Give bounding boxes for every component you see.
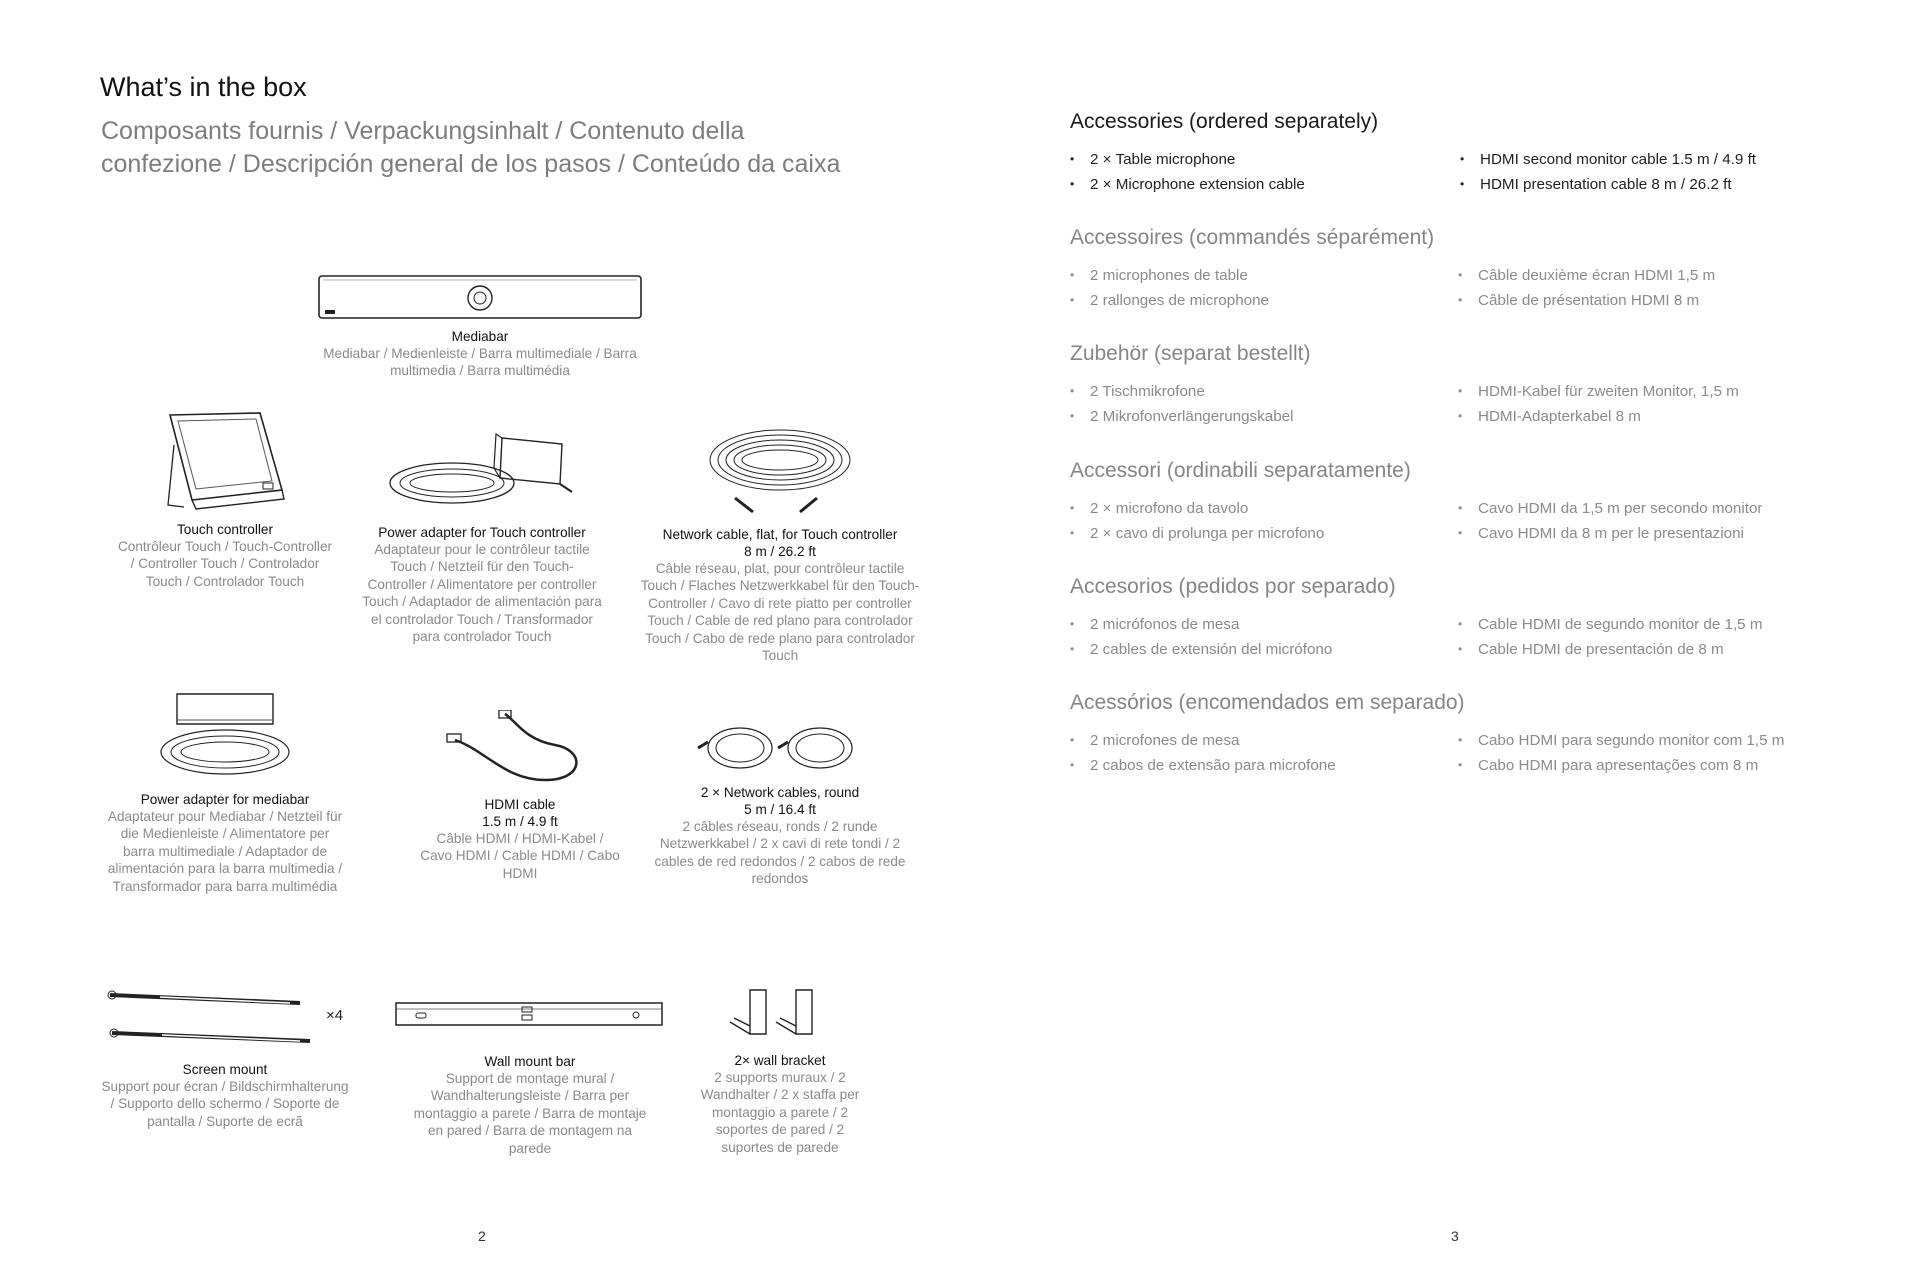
page-subtitle-line-1: Composants fournis / Verpackungsinhalt / Contenuto della <box>101 117 745 145</box>
item-translations: Mediabar / Medienleiste / Barra multimediale / Barra multimedia / Barra multimédia <box>323 346 637 379</box>
page-subtitle-line-2: confezione / Descripción general de los pasos / Conteúdo da caixa <box>101 150 841 178</box>
list-item: • Cabo HDMI para apresentações com 8 m <box>1448 753 1784 778</box>
item-hdmi-cable <box>410 710 630 882</box>
right-page <box>960 0 1920 1288</box>
list-item: • Cavo HDMI da 8 m per le presentazioni <box>1448 521 1762 546</box>
list-item: • 2 microphones de table <box>1060 263 1269 288</box>
list-item: • HDMI second monitor cable 1.5 m / 4.9 ft <box>1460 147 1756 172</box>
item-wall-mount-bar <box>390 995 670 1157</box>
accessories-heading-de: Zubehör (separat bestellt) <box>1070 342 1311 365</box>
item-length: 1.5 m / 4.9 ft <box>482 814 558 829</box>
item-name: Network cable, flat, for Touch controller <box>662 527 898 542</box>
list-item: • Cable HDMI de segundo monitor de 1,5 m <box>1448 612 1763 637</box>
network-cables-round-illustration <box>690 718 870 778</box>
accessories-list-es-col1 <box>1060 612 1332 662</box>
item-translations: Adaptateur pour le contrôleur tactile Touch / Netzteil für den Touch-Controller / Alimentatore per controller Touch / Adaptador de alimentación para el controlador Touch / Transformador para controlador Touch <box>362 542 602 645</box>
power-adapter-touch-illustration <box>382 428 582 518</box>
accessories-list-de-col1 <box>1060 379 1293 429</box>
accessories-list-en-col1 <box>1070 147 1305 197</box>
list-item: • 2 × cavo di prolunga per microfono <box>1060 521 1324 546</box>
accessories-list-pt-col1 <box>1060 728 1336 778</box>
item-translations: Contrôleur Touch / Touch-Controller / Controller Touch / Controlador Touch / Controlador Touch <box>117 539 333 589</box>
list-item: • 2 × Microphone extension cable <box>1070 172 1305 197</box>
list-item: • Cavo HDMI da 1,5 m per secondo monitor <box>1448 496 1762 521</box>
list-item: • HDMI presentation cable 8 m / 26.2 ft <box>1460 172 1756 197</box>
page-subtitle <box>101 115 901 181</box>
accessories-list-en-col2 <box>1460 147 1756 197</box>
page-number: 3 <box>1451 1228 1459 1244</box>
wall-mount-bar-illustration <box>392 995 668 1035</box>
accessories-list-de-col2 <box>1448 379 1739 429</box>
list-item: • 2 cables de extensión del micrófono <box>1060 637 1332 662</box>
page-title: What’s in the box <box>100 72 307 102</box>
list-item: • HDMI-Kabel für zweiten Monitor, 1,5 m <box>1448 379 1739 404</box>
item-name: Wall mount bar <box>484 1054 576 1069</box>
network-cable-flat-illustration <box>705 420 855 520</box>
item-wall-bracket <box>680 982 880 1156</box>
accessories-heading-es: Accesorios (pedidos por separado) <box>1070 575 1396 598</box>
accessories-heading-pt: Acessórios (encomendados em separado) <box>1070 691 1465 714</box>
accessories-list-it-col2 <box>1448 496 1762 546</box>
list-item: • Cabo HDMI para segundo monitor com 1,5 m <box>1448 728 1784 753</box>
item-translations: Câble HDMI / HDMI-Kabel / Cavo HDMI / Cable HDMI / Cabo HDMI <box>420 831 620 881</box>
accessories-list-fr-col1 <box>1060 263 1269 313</box>
list-item: • 2 × Table microphone <box>1070 147 1305 172</box>
item-name: HDMI cable <box>484 797 556 812</box>
list-item: • 2 micrófonos de mesa <box>1060 612 1332 637</box>
accessories-heading-fr: Accessoires (commandés séparément) <box>1070 226 1435 249</box>
item-mediabar <box>300 272 660 380</box>
list-item: • 2 Mikrofonverlängerungskabel <box>1060 404 1293 429</box>
hdmi-cable-illustration <box>445 710 595 790</box>
accessories-list-it-col1 <box>1060 496 1324 546</box>
list-item: • 2 × microfono da tavolo <box>1060 496 1324 521</box>
item-name: Screen mount <box>182 1062 268 1077</box>
item-translations: 2 supports muraux / 2 Wandhalter / 2 x staffa per montaggio a parete / 2 soportes de pared / 2 suportes de parede <box>700 1070 860 1155</box>
item-translations: 2 câbles réseau, ronds / 2 runde Netzwerkkabel / 2 x cavi di rete tondi / 2 cables de red redondos / 2 cabos de rede redondos <box>654 819 906 887</box>
item-translations: Câble réseau, plat, pour contrôleur tactile Touch / Flaches Netzwerkkabel für den Touch-Controller / Cavo di rete piatto per controller Touch / Cable de red plano para controlador Touch / Cabo de rede plano para controlador Touch <box>640 561 920 664</box>
screen-mount-illustration <box>100 985 330 1053</box>
touch-controller-illustration <box>160 405 290 515</box>
list-item: • Cable HDMI de presentación de 8 m <box>1448 637 1763 662</box>
item-network-cable-flat <box>640 420 920 664</box>
page-number: 2 <box>478 1228 486 1244</box>
wall-bracket-illustration <box>720 982 840 1046</box>
item-name: Mediabar <box>451 329 509 344</box>
accessories-heading-en: Accessories (ordered separately) <box>1070 110 1379 133</box>
list-item: • 2 microfones de mesa <box>1060 728 1336 753</box>
mediabar-illustration <box>315 272 645 322</box>
item-length: 8 m / 26.2 ft <box>744 544 816 559</box>
item-name: Touch controller <box>177 522 273 537</box>
item-network-cables-round <box>650 718 910 888</box>
item-translations: Support pour écran / Bildschirmhalterung / Supporto dello schermo / Soporte de pantalla / Suporte de ecrã <box>101 1079 349 1129</box>
screw-quantity: ×4 <box>326 1007 344 1024</box>
item-name: Power adapter for Touch controller <box>378 525 586 540</box>
list-item: • 2 rallonges de microphone <box>1060 288 1269 313</box>
accessories-list-pt-col2 <box>1448 728 1784 778</box>
list-item: • 2 Tischmikrofone <box>1060 379 1293 404</box>
item-screen-mount <box>100 985 350 1130</box>
list-item: • HDMI-Adapterkabel 8 m <box>1448 404 1739 429</box>
list-item: • 2 cabos de extensão para microfone <box>1060 753 1336 778</box>
accessories-list-es-col2 <box>1448 612 1763 662</box>
item-translations: Adaptateur pour Mediabar / Netzteil für die Medienleiste / Alimentatore per barra multimediale / Adaptador de alimentación para la barra multimedia / Transformador para barra multimédia <box>107 809 343 894</box>
item-name: Power adapter for mediabar <box>140 792 310 807</box>
list-item: • Câble deuxième écran HDMI 1,5 m <box>1448 263 1715 288</box>
item-name: 2 × Network cables, round <box>700 785 860 800</box>
accessories-list-fr-col2 <box>1448 263 1715 313</box>
accessories-heading-it: Accessori (ordinabili separatamente) <box>1070 459 1411 482</box>
list-item: • Câble de présentation HDMI 8 m <box>1448 288 1715 313</box>
item-power-adapter-touch <box>362 428 602 645</box>
item-name: 2× wall bracket <box>734 1053 826 1068</box>
item-translations: Support de montage mural / Wandhalterungsleiste / Barra per montaggio a parete / Barra de montaje en pared / Barra de montagem na parede <box>413 1071 647 1156</box>
power-adapter-mediabar-illustration <box>155 690 295 785</box>
item-length: 5 m / 16.4 ft <box>744 802 816 817</box>
item-touch-controller <box>110 405 340 590</box>
item-power-adapter-mediabar <box>100 690 350 895</box>
